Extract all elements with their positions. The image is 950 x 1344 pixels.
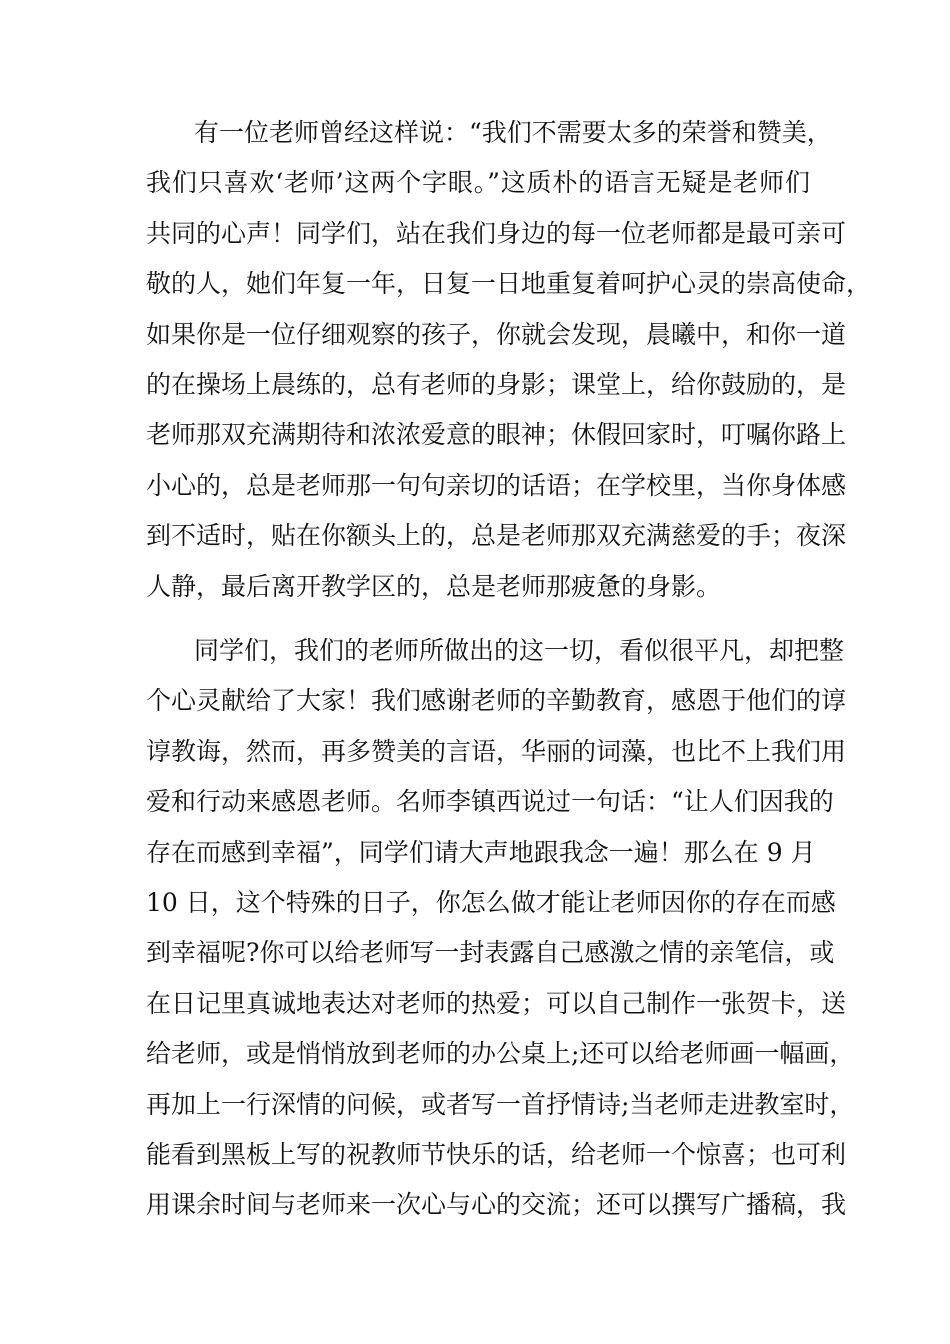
paragraph-1 xyxy=(146,108,872,612)
paragraph-line: 人静，最后离开教学区的，总是老师那疲惫的身影。 xyxy=(146,571,722,601)
paragraph-line: 同学们，我们的老师所做出的这一切，看似很平凡，却把整 xyxy=(194,636,845,665)
paragraph-2 xyxy=(146,626,855,1231)
paragraph-line: 如果你是一位仔细观察的孩子，你就会发现，晨曦中，和你一道 xyxy=(146,319,847,349)
paragraph-line: 谆教诲，然而，再多赞美的言语，华丽的词藻，也比不上我们用 xyxy=(146,736,847,766)
paragraph-line: 再加上一行深情的问候，或者写一首抒情诗;当老师走进教室时， xyxy=(146,1089,855,1119)
paragraph-line: 到幸福呢?你可以给老师写一封表露自己感激之情的亲笔信，或 xyxy=(146,938,835,968)
paragraph-line: 用课余时间与老师来一次心与心的交流；还可以撰写广播稿，我 xyxy=(146,1190,847,1220)
paragraph-line: 有一位老师曾经这样说：“我们不需要太多的荣誉和赞美， xyxy=(194,118,832,147)
paragraph-line: 存在而感到幸福”，同学们请大声地跟我念一遍！那么在 9 月 xyxy=(146,837,816,867)
paragraph-line: 个心灵献给了大家！我们感谢老师的辛勤教育，感恩于他们的谆 xyxy=(146,686,847,716)
paragraph-line: 的在操场上晨练的，总有老师的身影；课堂上，给你鼓励的，是 xyxy=(146,369,847,399)
paragraph-line: 小心的，总是老师那一句句亲切的话语；在学校里，当你身体感 xyxy=(146,470,847,500)
paragraph-line: 在日记里真诚地表达对老师的热爱；可以自己制作一张贺卡，送 xyxy=(146,988,847,1018)
paragraph-line: 老师那双充满期待和浓浓爱意的眼神；休假回家时，叮嘱你路上 xyxy=(146,420,847,450)
paragraph-line: 能看到黑板上写的祝教师节快乐的话，给老师一个惊喜；也可利 xyxy=(146,1139,847,1169)
paragraph-line: 共同的心声！同学们，站在我们身边的每一位老师都是最可亲可 xyxy=(146,218,847,248)
paragraph-line: 给老师，或是悄悄放到老师的办公桌上;还可以给老师画一幅画， xyxy=(146,1039,855,1069)
paragraph-line: 我们只喜欢‘老师’这两个字眼。”这质朴的语言无疑是老师们 xyxy=(146,168,810,198)
paragraph-line: 爱和行动来感恩老师。名师李镇西说过一句话：“让人们因我的 xyxy=(146,787,834,817)
paragraph-line: 到不适时，贴在你额头上的，总是老师那双充满慈爱的手；夜深 xyxy=(146,521,847,551)
paragraph-line: 10 日，这个特殊的日子，你怎么做才能让老师因你的存在而感 xyxy=(146,887,836,917)
paragraph-line: 敬的人，她们年复一年，日复一日地重复着呵护心灵的崇高使命， xyxy=(146,269,872,299)
